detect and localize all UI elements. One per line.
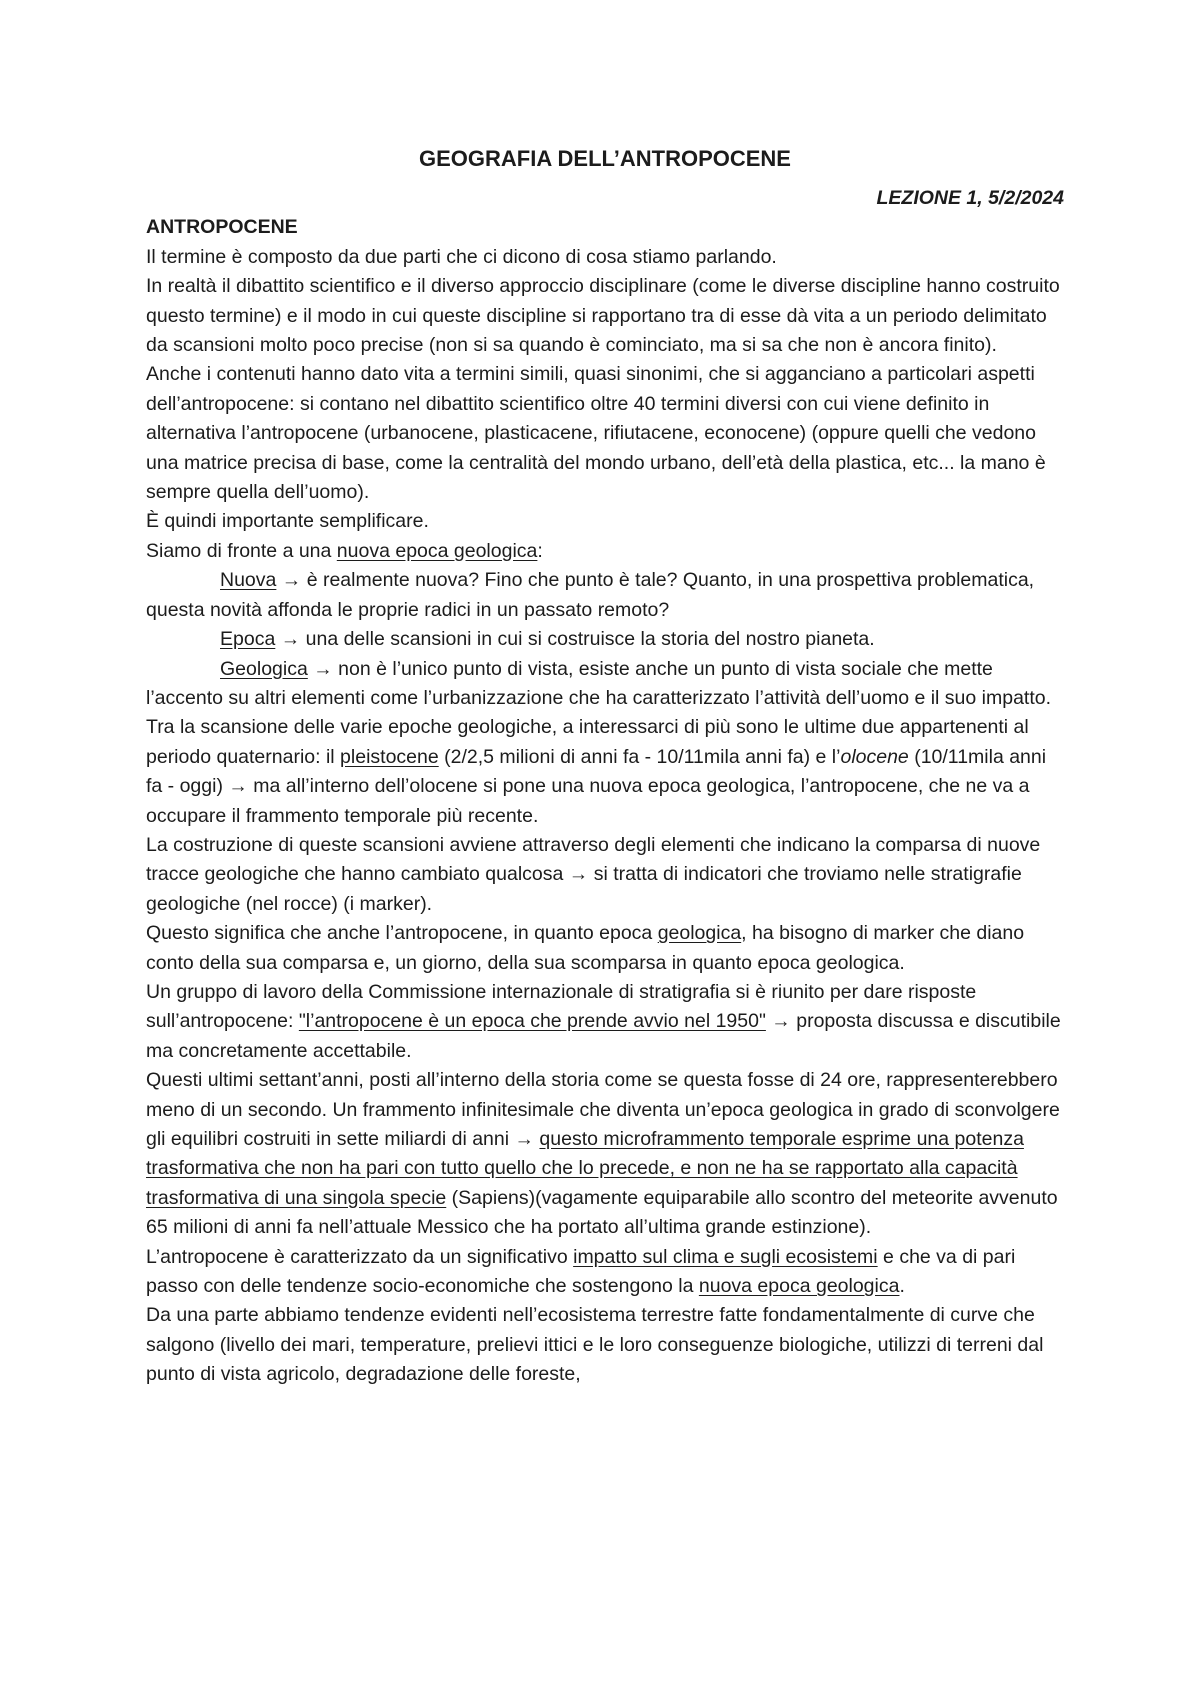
paragraph-11 — [146, 1243, 1064, 1302]
paragraph-2: In realtà il dibattito scientifico e il diverso approccio disciplinare (come le diverse discipline hanno costruito questo termine) e il modo in cui queste discipline si rapportano tra di esse dà vita a un periodo delimitato da scansioni molto poco precise (non si sa quando è cominciato, ma si sa che non è ancora finito). — [146, 275, 1060, 357]
term-olocene: olocene — [840, 745, 909, 768]
term-nuova: Nuova — [220, 569, 277, 592]
paragraph-5 — [146, 537, 1064, 566]
paragraph-8 — [146, 919, 1064, 978]
underlined-impatto: impatto sul clima e sugli ecosistemi — [573, 1245, 878, 1268]
lesson-date: LEZIONE 1, 5/2/2024 — [876, 187, 1064, 209]
paragraph-10-text-b: (Sapiens)(vagamente equiparabile allo scontro del meteorite avvenuto 65 milioni di anni fa nell’attuale Messico che ha portato all’ultima grande estinzione). — [146, 1186, 1058, 1239]
definition-epoca — [146, 625, 1064, 654]
definition-geologica — [146, 655, 1064, 714]
term-pleistocene: pleistocene — [340, 745, 439, 768]
paragraph-11-text-c: . — [899, 1275, 905, 1298]
document-title: GEOGRAFIA DELL’ANTROPOCENE — [419, 146, 791, 171]
paragraph-12: Da una parte abbiamo tendenze evidenti nell’ecosistema terrestre fatte fondamentalmente di curve che salgono (livello dei mari, temperature, prelievi ittici e le loro conseguenze biologiche, utilizzi di terreni dal punto di vista agricolo, degradazione delle foreste, — [146, 1304, 1044, 1386]
definition-geologica-text: → non è l’unico punto di vista, esiste anche un punto di vista sociale che mette l’accento su altri elementi come l’urbanizzazione che ha caratterizzato l’attività dell’uomo e il suo impatto. — [146, 657, 1052, 709]
paragraph-8-text-a: Questo significa che anche l’antropocene, in quanto epoca — [146, 922, 658, 945]
quote-1950: "l’antropocene è un epoca che prende avvio nel 1950" — [298, 1010, 766, 1033]
paragraph-10 — [146, 1066, 1064, 1242]
paragraph-5-text: Siamo di fronte a una — [146, 539, 337, 562]
document-page — [146, 142, 1064, 1390]
paragraph-9-text-b: → proposta discussa e discutibile ma concretamente accettabile. — [146, 1010, 1061, 1062]
section-heading: ANTROPOCENE — [146, 216, 298, 239]
definition-epoca-text: → una delle scansioni in cui si costruisce la storia del nostro pianeta. — [275, 628, 875, 651]
paragraph-4: È quindi importante semplificare. — [146, 510, 429, 533]
paragraph-1: Il termine è composto da due parti che ci dicono di cosa stiamo parlando. — [146, 245, 777, 268]
term-epoca: Epoca — [220, 628, 276, 651]
paragraph-6 — [146, 713, 1064, 831]
paragraph-8-text-b: , ha bisogno di marker che diano conto della sua comparsa e, un giorno, della sua scomparsa in quanto epoca geologica. — [146, 922, 1025, 974]
paragraph-6-text-a: Tra la scansione delle varie epoche geologiche, a interessarci di più sono le ultime due appartenenti al periodo quaternario: il — [146, 716, 1029, 768]
definition-nuova — [146, 566, 1064, 625]
paragraph-10-text-a: Questi ultimi settant’anni, posti all’interno della storia come se questa fosse di 24 ore, rappresenterebbero meno di un secondo. Un frammento infinitesimale che diventa un’epoca geologica in grado di sconvolgere gli equilibri costruiti in sette miliardi di anni → — [146, 1069, 1060, 1150]
paragraph-9 — [146, 978, 1064, 1066]
paragraph-9-text-a: Un gruppo di lavoro della Commissione internazionale di stratigrafia si è riunito per dare risposte sull’antropocene: — [146, 980, 977, 1033]
paragraph-5-tail: : — [537, 539, 543, 562]
definition-nuova-text: → è realmente nuova? Fino che punto è tale? Quanto, in una prospettiva problematica, questa novità affonda le proprie radici in un passato remoto? — [146, 569, 1035, 621]
paragraph-11-text-a: L’antropocene è caratterizzato da un significativo — [146, 1245, 574, 1268]
paragraph-6-text-c: (10/11mila anni fa - oggi) → ma all’interno dell’olocene si pone una nuova epoca geologica, l’antropocene, che ne va a occupare il frammento temporale più recente. — [146, 745, 1047, 827]
paragraph-6-text-b: (2/2,5 milioni di anni fa - 10/11mila anni fa) e l’ — [438, 745, 841, 768]
underlined-nuova-epoca-geologica: nuova epoca geologica — [336, 539, 538, 562]
term-geologica-underlined: geologica — [657, 922, 742, 945]
underlined-nuova-epoca: nuova epoca geologica — [698, 1275, 900, 1298]
paragraph-7: La costruzione di queste scansioni avviene attraverso degli elementi che indicano la comparsa di nuove tracce geologiche che hanno cambiato qualcosa → si tratta di indicatori che troviamo nelle stratigrafie geologiche (nel rocce) (i marker). — [146, 833, 1041, 915]
paragraph-11-text-b: e che va di pari passo con delle tendenze socio-economiche che sostengono la — [146, 1245, 1016, 1298]
paragraph-3: Anche i contenuti hanno dato vita a termini simili, quasi sinonimi, che si agganciano a particolari aspetti dell’antropocene: si contano nel dibattito scientifico oltre 40 termini diversi con cui viene definito in alternativa l’antropocene (urbanocene, plasticacene, rifiutacene, econocene) (oppure quelli che vedono una matrice precisa di base, come la centralità del mondo urbano, dell’età della plastica, etc... la mano è sempre quella dell’uomo). — [146, 363, 1046, 504]
underlined-microframmento: questo microframmento temporale esprime una potenza trasformativa che non ha pari con tutto quello che lo precede, e non ne ha se rapportato alla capacità trasformativa di una singola specie — [146, 1128, 1024, 1209]
term-geologica: Geologica — [220, 657, 308, 680]
